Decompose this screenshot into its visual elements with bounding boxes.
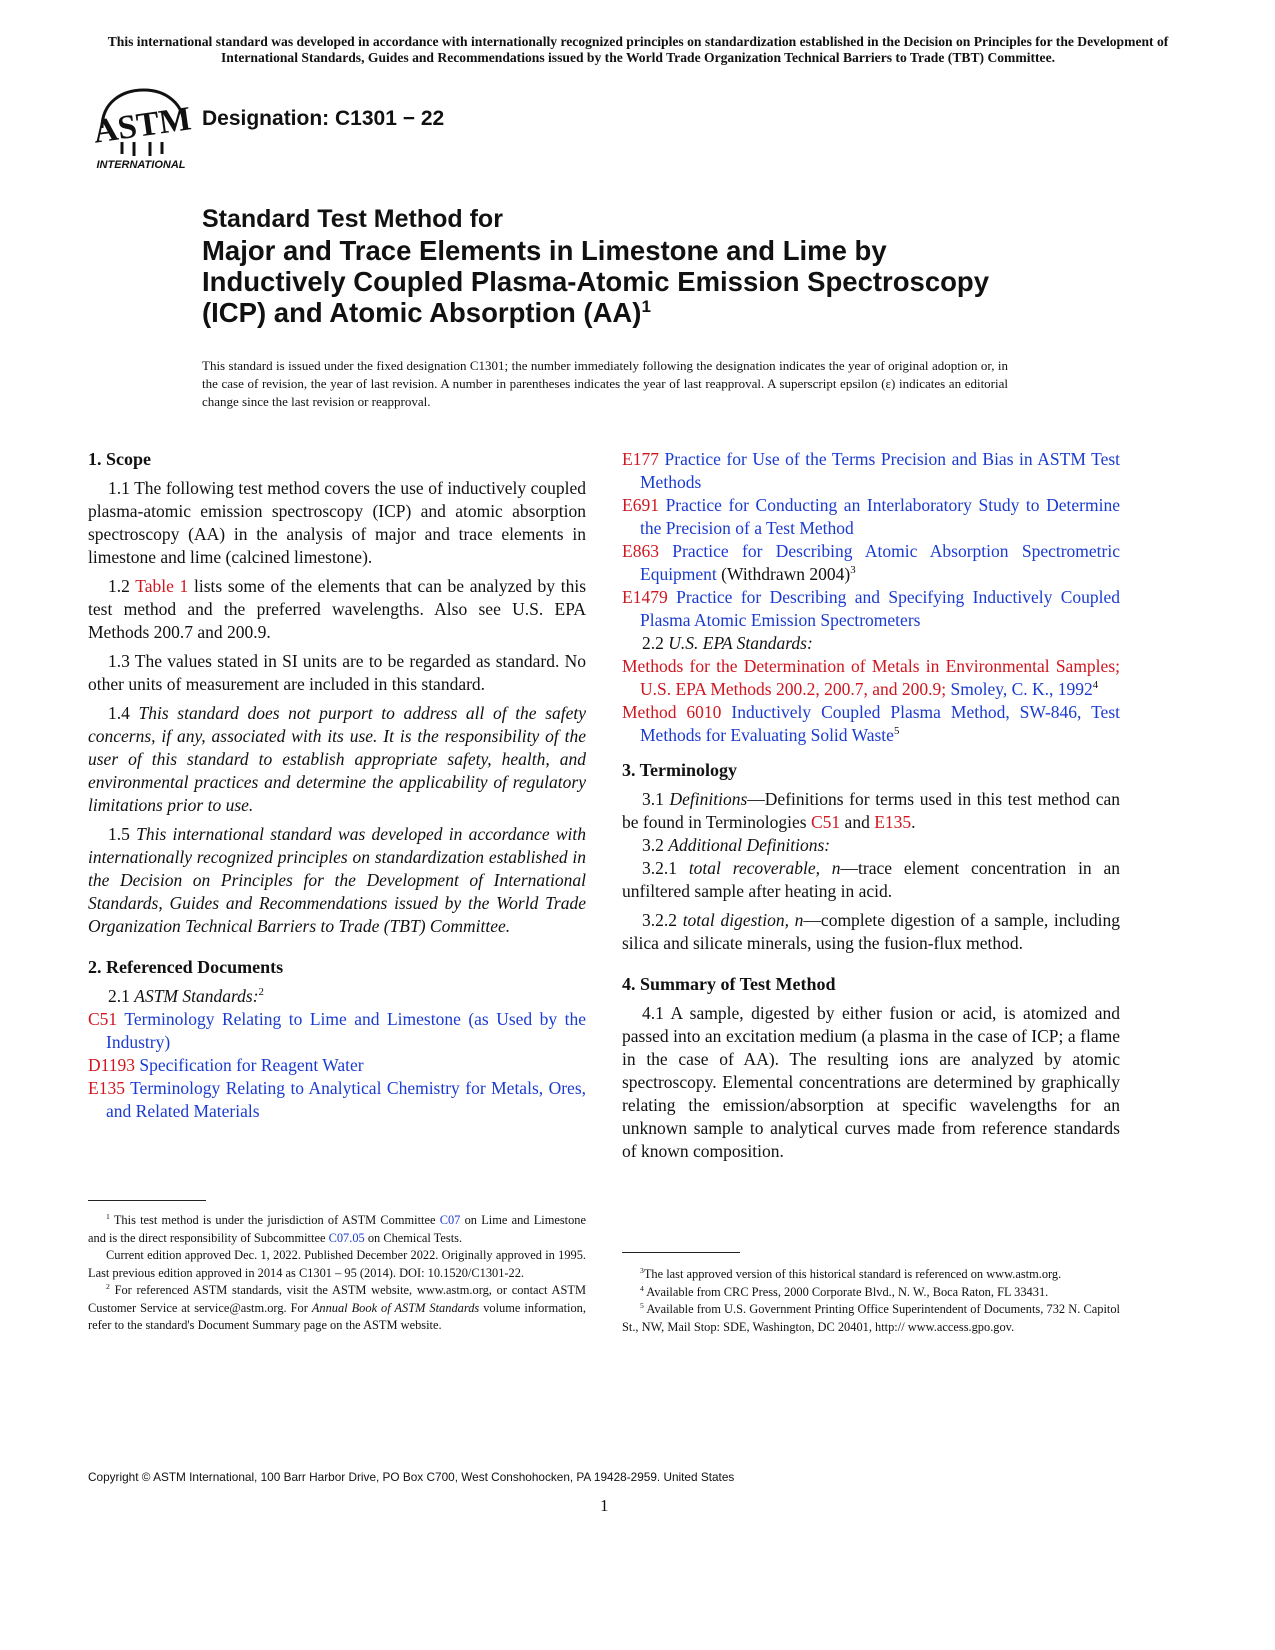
para-number: 1.2	[108, 576, 130, 596]
title-prefix: Standard Test Method for	[202, 205, 503, 233]
para-number: 2.1	[108, 986, 130, 1006]
para-number: 2.2	[642, 633, 664, 653]
reference-e863	[622, 540, 1120, 586]
issue-note: This standard is issued under the fixed designation C1301; the number immediately following the designation indicates the year of original adoption or, in the case of revision, the year of last revision. A number in parentheses indicates the year of last reapproval. A superscript epsilon (ε) indicates an editorial change since the last revision or reapproval.	[202, 358, 1008, 409]
left-column	[88, 448, 586, 1123]
para-number: 1.4	[108, 703, 130, 723]
ref-code-link[interactable]: E863	[622, 541, 659, 561]
paragraph-3-2-2	[622, 909, 1120, 955]
table-1-link[interactable]: Table 1	[135, 576, 189, 596]
footnote-mark: 3	[850, 564, 856, 577]
paragraph-1-2	[88, 575, 586, 644]
paragraph-3-1: 3.1 Definitions—Definitions for terms used in this test method can be found in Terminologies C51 and E135.	[622, 789, 1120, 832]
footnotes-left	[88, 1212, 586, 1335]
section-heading-summary: 4. Summary of Test Method	[622, 974, 836, 994]
ref-code-link[interactable]: D1193	[88, 1055, 135, 1075]
footnote-rule-left	[88, 1200, 206, 1201]
paragraph-1-1: 1.1 The following test method covers the use of inductively coupled plasma-atomic emission spectroscopy (ICP) and atomic absorption spectroscopy (AA) in the analysis of major and trace elements in limestone and lime (calcined limestone).	[88, 478, 586, 567]
paragraph-1-4	[88, 702, 586, 817]
reference-e177	[622, 448, 1120, 494]
footnote-4	[622, 1284, 1120, 1302]
para-text: lists some of the elements that can be analyzed by this test method and the preferred wavelengths. Also see U.S. EPA Methods 200.7 and 200.9.	[88, 576, 587, 642]
ref-title-link[interactable]: Practice for Describing and Specifying Inductively Coupled Plasma Atomic Emission Spectrometers	[640, 587, 1121, 630]
reference-method-6010	[622, 701, 1120, 747]
footnotes-right	[622, 1266, 1120, 1336]
method-6010-link[interactable]: Method 6010	[622, 702, 722, 722]
ref-title-link[interactable]: Practice for Conducting an Interlaboratory Study to Determine the Precision of a Test Method	[640, 495, 1121, 538]
ref-title-link[interactable]: Specification for Reagent Water	[139, 1055, 364, 1075]
footnote-mark: 5	[893, 725, 900, 738]
page-number: 1	[600, 1496, 609, 1515]
copyright-notice: Copyright © ASTM International, 100 Barr Harbor Drive, PO Box C700, West Conshohocken, PA 19428-2959. United States	[88, 1470, 735, 1484]
committee-c07-link[interactable]: C07	[439, 1213, 461, 1227]
para-number: 3.1	[642, 789, 664, 809]
section-heading-terminology: 3. Terminology	[622, 760, 738, 780]
term: total digestion, n	[682, 910, 804, 930]
footnote-mark: 4	[1092, 679, 1099, 692]
section-heading-scope: 1. Scope	[88, 449, 151, 469]
ref-title-link[interactable]: Practice for Describing Atomic Absorption Spectrometric Equipment	[640, 541, 1120, 584]
astm-logo	[92, 84, 192, 170]
footnote-text: Available from CRC Press, 2000 Corporate Blvd., N. W., Boca Raton, FL 33431.	[646, 1284, 1049, 1299]
para-text: —complete digestion of a sample, including silica and silicate minerals, using the fusion-flux method.	[622, 910, 1121, 953]
standard-banner: This international standard was developed in accordance with internationally recognized principles on standardization established in the Decision on Principles for the Development of International Standards, Guides and Recommendations issued by the World Trade Organization Technical Barriers to Trade (TBT) Committee.	[107, 34, 1169, 65]
para-number: 3.2.2	[642, 910, 677, 930]
ref-code-link[interactable]: C51	[88, 1009, 118, 1029]
ref-code-link[interactable]: E691	[622, 495, 659, 515]
para-number: 1.5	[108, 824, 130, 844]
right-column	[622, 448, 1120, 1169]
footnote-1	[88, 1212, 586, 1247]
paragraph-1-5	[88, 823, 586, 938]
title-line: (ICP) and Atomic Absorption (AA)	[202, 297, 642, 328]
label-text: U.S. EPA Standards:	[668, 633, 813, 653]
reference-e1479	[622, 586, 1120, 632]
footnote-mark: 2	[106, 1281, 110, 1291]
footnote-2	[88, 1282, 586, 1335]
edition-note: Current edition approved Dec. 1, 2022. Published December 2022. Originally approved in 1995. Last previous edition approved in 2014 as C1301 – 95 (2014). DOI: 10.1520/C1301-22.	[88, 1248, 586, 1280]
withdrawn-note: (Withdrawn 2004)	[721, 564, 851, 584]
ref-code-link[interactable]: E135	[88, 1078, 125, 1098]
footnote-text: Available from U.S. Government Printing Office Superintendent of Documents, 732 N. Capitol St., NW, Mail Stop: SDE, Washington, DC 20401, http:// www.access.gpo.gov.	[622, 1302, 1120, 1334]
footnote-mark: 5	[640, 1300, 644, 1310]
epa-methods-link[interactable]: Methods for the Determination of Metals in Environmental Samples; U.S. EPA Methods 200.2, 200.7, and 200.9;	[622, 656, 1120, 699]
para-number: 3.2.1	[642, 858, 677, 878]
reference-c51	[88, 1008, 586, 1054]
title-line: Inductively Coupled Plasma-Atomic Emission Spectroscopy	[202, 266, 989, 297]
ref-title-link[interactable]: Practice for Use of the Terms Precision and Bias in ASTM Test Methods	[640, 449, 1121, 492]
para-text: —trace element concentration in an unfiltered sample after heating in acid.	[622, 858, 1120, 901]
c51-link[interactable]: C51	[810, 812, 841, 832]
title-block	[202, 204, 1082, 328]
term: Additional Definitions:	[668, 835, 831, 855]
term: Definitions	[669, 789, 748, 809]
footnote-mark: 1	[106, 1211, 110, 1221]
epa-standards-label	[642, 632, 1120, 655]
footnote-5	[622, 1301, 1120, 1336]
footnote-text: The last approved version of this historical standard is referenced on www.astm.org.	[643, 1267, 1062, 1281]
subcommittee-c07-05-link[interactable]: C07.05	[328, 1230, 365, 1245]
e135-link[interactable]: E135	[874, 812, 912, 832]
footnote-mark: 1	[641, 296, 651, 316]
document-title	[202, 235, 1082, 328]
para-text: This standard does not purport to address all of the safety concerns, if any, associated with its use. It is the responsibility of the user of this standard to establish appropriate safety, health, and environmental practices and determine the applicability of regulatory limitations prior to use.	[88, 703, 587, 815]
footnote-text: volume information, refer to the standard's Document Summary page on the ASTM website.	[88, 1300, 586, 1332]
para-text: This international standard was developed in accordance with internationally recognized principles on standardization established in the Decision on Principles for the Development of International Standards, Guides and Recommendations issued by the World Trade Organization Technical Barriers to Trade (TBT) Committee.	[88, 824, 587, 936]
section-heading-referenced-documents: 2. Referenced Documents	[88, 957, 284, 977]
paragraph-4-1: 4.1 A sample, digested by either fusion or acid, is atomized and passed into an excitation medium (a plasma in the case of ICP; a flame in the case of AA). The resulting ions are analyzed by atomic spectroscopy. Elemental concentrations are determined by graphically relating the emission/absorption at specific wavelengths for an unknown sample to analytical curves made from reference standards of known composition.	[622, 1003, 1120, 1161]
para-text: —Definitions for terms used in this test method can be found in Terminologies	[622, 789, 1120, 832]
title-line: Major and Trace Elements in Limestone and Lime by	[202, 235, 887, 266]
footnote-mark: 3	[640, 1265, 644, 1275]
logo-caption: INTERNATIONAL	[96, 159, 186, 170]
footnote-text: on Lime and Limestone and is the direct responsibility of Subcommittee	[88, 1213, 587, 1245]
footnote-text: Annual Book of ASTM Standards	[311, 1300, 480, 1315]
paragraph-3-2-1	[622, 857, 1120, 903]
reference-epa-methods	[622, 655, 1120, 701]
footnote-text: on Chemical Tests.	[367, 1230, 463, 1245]
designation: Designation: C1301 − 22	[202, 107, 445, 130]
footnote-text: For referenced ASTM standards, visit the ASTM website, www.astm.org, or contact ASTM Customer Service at service@astm.org. For	[88, 1283, 586, 1315]
footnote-text: This test method is under the jurisdiction of ASTM Committee	[113, 1213, 436, 1227]
ref-title-link[interactable]: Terminology Relating to Analytical Chemistry for Metals, Ores, and Related Materials	[106, 1078, 586, 1121]
reference-d1193	[88, 1054, 586, 1077]
footnote-mark: 2	[258, 986, 264, 999]
ref-code-link[interactable]: E1479	[622, 587, 668, 607]
paragraph-3-2	[622, 834, 1120, 857]
ref-title-link[interactable]: Terminology Relating to Lime and Limestone (as Used by the Industry)	[106, 1009, 587, 1052]
footnote-3	[622, 1266, 1120, 1284]
smoley-link[interactable]: Smoley, C. K., 1992	[950, 679, 1093, 699]
footnote-rule-right	[622, 1252, 740, 1253]
term: total recoverable, n	[688, 858, 841, 878]
label-text: ASTM Standards:	[134, 986, 259, 1006]
para-number: 3.2	[642, 835, 664, 855]
footnote-mark: 4	[640, 1283, 644, 1293]
reference-e691	[622, 494, 1120, 540]
reference-e135	[88, 1077, 586, 1123]
para-text: and	[844, 812, 870, 832]
ref-code-link[interactable]: E177	[622, 449, 659, 469]
astm-standards-label	[108, 985, 586, 1008]
logo-letters: ASTM	[92, 100, 192, 151]
paragraph-1-3: 1.3 The values stated in SI units are to be regarded as standard. No other units of measurement are included in this standard.	[88, 651, 586, 694]
sw846-link[interactable]: Inductively Coupled Plasma Method, SW-846, Test Methods for Evaluating Solid Waste	[640, 702, 1120, 745]
